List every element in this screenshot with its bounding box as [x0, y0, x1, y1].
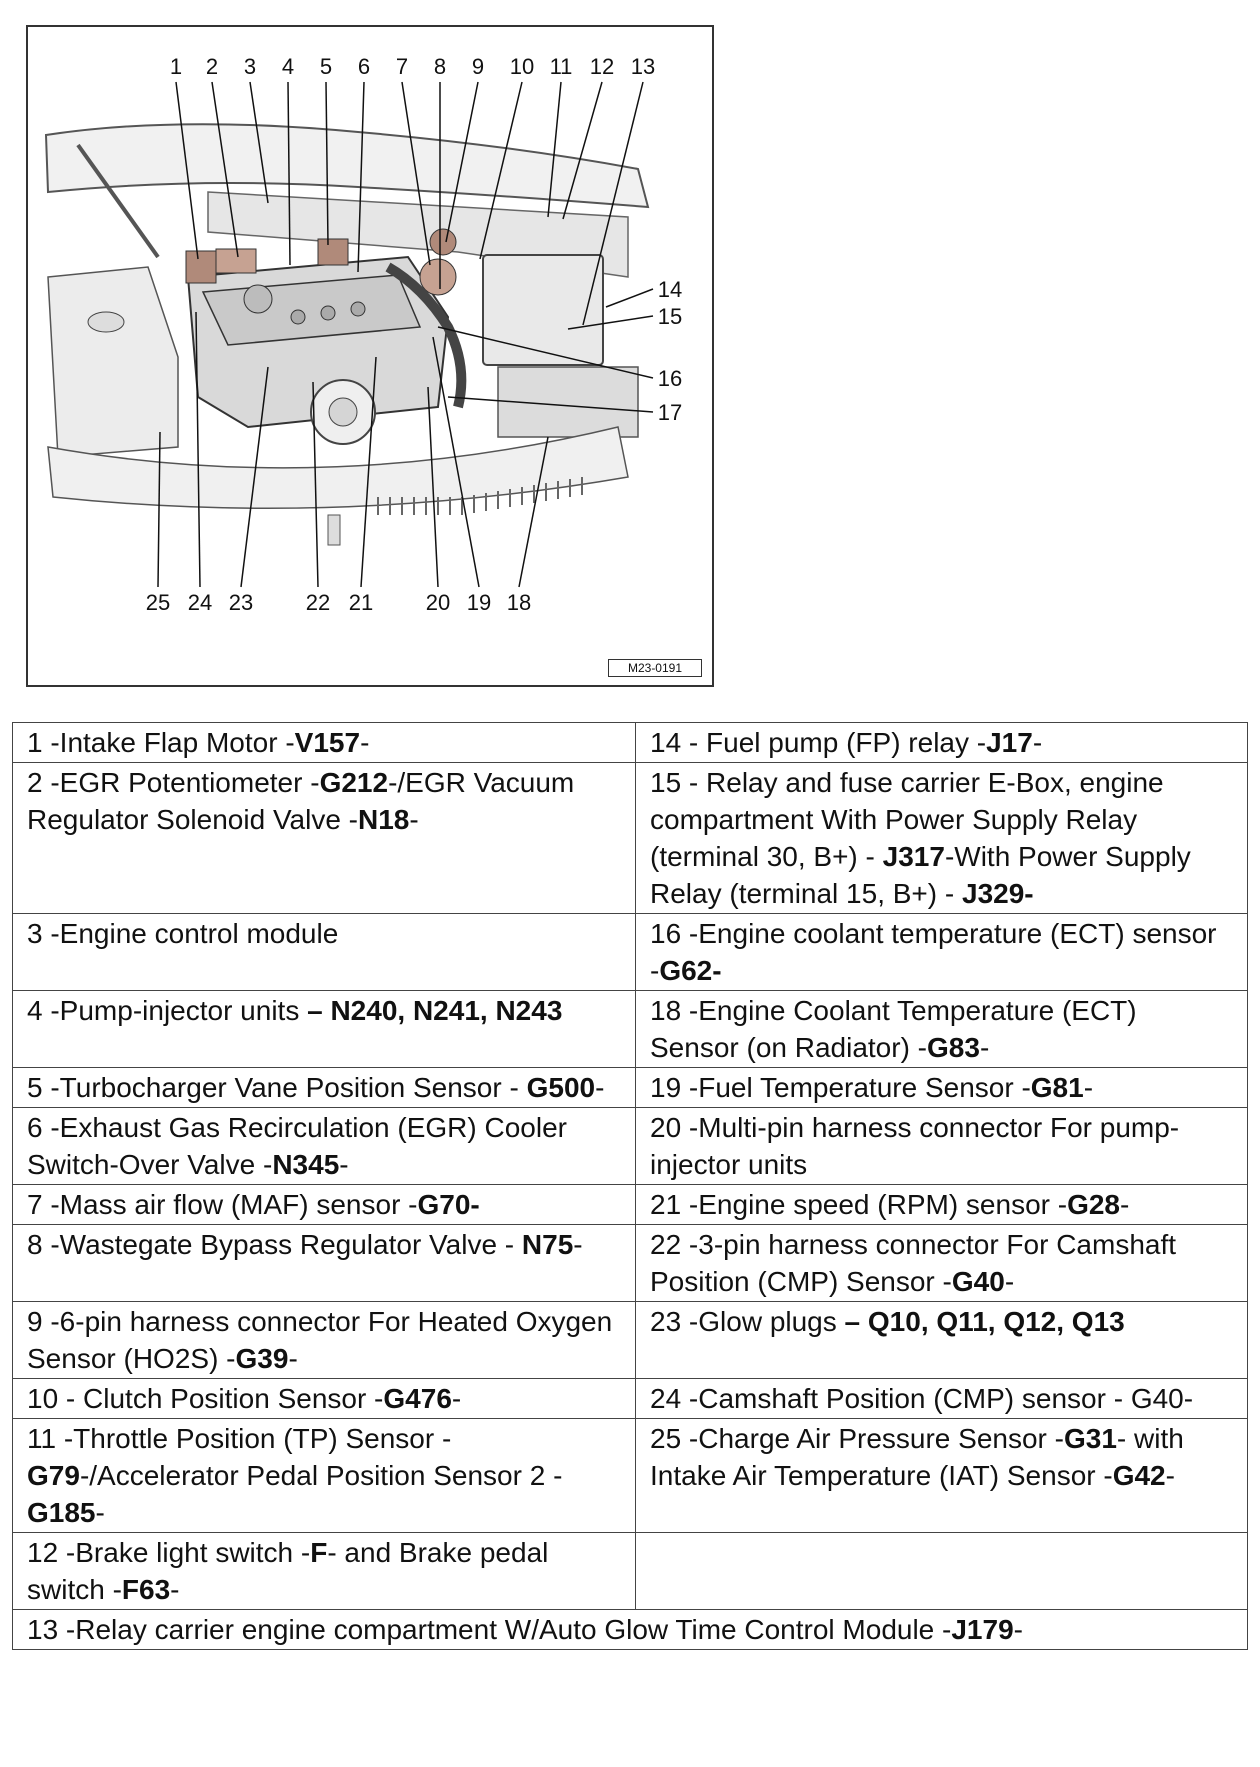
legend-cell-left [13, 723, 636, 763]
legend-cell-left [13, 1533, 636, 1610]
legend-cell-left [13, 1068, 636, 1108]
component-description: 7 -Mass air flow (MAF) sensor - [27, 1189, 418, 1220]
component-description: 13 -Relay carrier engine compartment W/Auto Glow Time Control Module - [27, 1614, 952, 1645]
engine-illustration [28, 27, 712, 685]
component-description: 18 -Engine Coolant Temperature (ECT) Sensor (on Radiator) - [650, 995, 1137, 1063]
component-code: G31 [1063, 1423, 1117, 1454]
component-description: - [409, 804, 419, 835]
component-description: - [1004, 1266, 1015, 1297]
intake-flap-motor [186, 251, 216, 283]
component-description: 25 -Charge Air Pressure Sensor - [650, 1423, 1064, 1454]
component-code: N18 [358, 804, 410, 835]
component-code: G476 [383, 1383, 452, 1414]
component-description: - with Intake Air Temperature (IAT) Sensor - [650, 1423, 1184, 1491]
engine-compartment-diagram [26, 25, 714, 687]
wastegate-valve [430, 229, 456, 255]
callout-25: 25 [145, 590, 171, 615]
component-code: F [310, 1537, 328, 1568]
component-description: 16 -Engine coolant temperature (ECT) sensor - [650, 918, 1217, 986]
component-description: - [1120, 1189, 1130, 1220]
legend-row [13, 1379, 1248, 1419]
legend-row [13, 991, 1248, 1068]
component-description: 4 -Pump-injector units [27, 995, 308, 1026]
component-description: 23 -Glow plugs [650, 1306, 845, 1337]
hood-outline [46, 124, 648, 207]
component-description: 15 - Relay and fuse carrier E-Box, engine compartment With Power Supply Relay (terminal 30, B+) - [650, 767, 1164, 872]
legend-row-last [13, 1610, 1248, 1650]
leader-line-14 [606, 289, 653, 307]
component-description: - [339, 1149, 349, 1180]
component-description: - [288, 1343, 298, 1374]
component-code: G70- [417, 1189, 480, 1220]
legend-table [12, 722, 1248, 1650]
legend-cell-right [636, 1185, 1248, 1225]
battery-box [483, 255, 603, 365]
component-description: - [1083, 1072, 1094, 1103]
component-code: G42 [1112, 1460, 1166, 1491]
component-description: 5 -Turbocharger Vane Position Sensor - [27, 1072, 527, 1103]
component-description: 2 -EGR Potentiometer - [27, 767, 320, 798]
component-code: J179 [951, 1614, 1014, 1645]
component-code: G79 [27, 1460, 80, 1491]
legend-row [13, 1185, 1248, 1225]
component-code: – Q10, Q11, Q12, Q13 [844, 1306, 1125, 1337]
legend-cell-left [13, 1302, 636, 1379]
component-code: G81 [1030, 1072, 1084, 1103]
component-description: 24 -Camshaft Position (CMP) sensor - G40- [650, 1383, 1194, 1414]
legend-cell-left [13, 1108, 636, 1185]
callout-17: 17 [657, 400, 683, 425]
component-description: 12 -Brake light switch - [27, 1537, 311, 1568]
component-description: 11 -Throttle Position (TP) Sensor - [27, 1423, 452, 1454]
callout-3: 3 [243, 54, 257, 79]
component-description: 6 -Exhaust Gas Recirculation (EGR) Cooler Switch-Over Valve - [27, 1112, 567, 1180]
legend-row [13, 1225, 1248, 1302]
component-code: G185 [27, 1497, 96, 1528]
component-description: 10 - Clutch Position Sensor - [27, 1383, 384, 1414]
legend-cell-right [636, 763, 1248, 914]
component-description: -With Power Supply Relay (terminal 15, B+) - [650, 841, 1191, 909]
legend-row [13, 1533, 1248, 1610]
component-description: 14 - Fuel pump (FP) relay - [650, 727, 987, 758]
legend-row [13, 1108, 1248, 1185]
legend-cell-right [636, 1225, 1248, 1302]
callout-18: 18 [506, 590, 532, 615]
callout-16: 16 [657, 366, 683, 391]
callout-24: 24 [187, 590, 213, 615]
legend-cell-left [13, 914, 636, 991]
callout-22: 22 [305, 590, 331, 615]
legend-cell-right [636, 914, 1248, 991]
legend-row [13, 1419, 1248, 1533]
callout-7: 7 [395, 54, 409, 79]
legend-row [13, 1302, 1248, 1379]
component-description: - [595, 1072, 605, 1103]
component-code: V157 [294, 727, 361, 758]
legend-cell-right [636, 723, 1248, 763]
callout-14: 14 [657, 277, 683, 302]
callout-21: 21 [348, 590, 374, 615]
legend-cell-right [636, 1068, 1248, 1108]
legend-cell-right [636, 1302, 1248, 1379]
legend-cell-left [13, 763, 636, 914]
legend-cell-left [13, 1185, 636, 1225]
callout-8: 8 [433, 54, 447, 79]
component-description: 9 -6-pin harness connector For Heated Oxygen Sensor (HO2S) - [27, 1306, 613, 1374]
legend-cell-left [13, 991, 636, 1068]
component-code: G83 [927, 1032, 980, 1063]
component-description: 22 -3-pin harness connector For Camshaft Position (CMP) Sensor - [650, 1229, 1177, 1297]
callout-4: 4 [281, 54, 295, 79]
component-description: - [1013, 1614, 1023, 1645]
component-code: G500 [526, 1072, 596, 1103]
component-code: N345 [272, 1149, 340, 1180]
component-description: 21 -Engine speed (RPM) sensor - [650, 1189, 1068, 1220]
callout-23: 23 [228, 590, 254, 615]
callout-20: 20 [425, 590, 451, 615]
callout-12: 12 [589, 54, 615, 79]
legend-cell-right [636, 1533, 1248, 1610]
callout-13: 13 [630, 54, 656, 79]
legend-cell-left [13, 1225, 636, 1302]
legend-cell-left [13, 1379, 636, 1419]
component-description: 19 -Fuel Temperature Sensor - [650, 1072, 1031, 1103]
legend-cell-right [636, 1379, 1248, 1419]
callout-10: 10 [509, 54, 535, 79]
legend-row [13, 763, 1248, 914]
callout-11: 11 [549, 54, 573, 79]
component-code: J317 [882, 841, 945, 872]
component-code: J17 [986, 727, 1033, 758]
callout-9: 9 [471, 54, 485, 79]
component-description: - [1165, 1460, 1175, 1491]
leader-line-25 [158, 432, 160, 587]
component-description: - [979, 1032, 990, 1063]
callout-1: 1 [169, 54, 183, 79]
washer-cap [88, 312, 124, 332]
component-description: - [573, 1229, 583, 1260]
legend-cell-right [636, 1108, 1248, 1185]
component-description: -/EGR Vacuum Regulator Solenoid Valve - [27, 767, 575, 835]
callout-2: 2 [205, 54, 219, 79]
component-code: G212 [319, 767, 389, 798]
legend-cell-right [636, 1419, 1248, 1533]
legend-cell-left [13, 1419, 636, 1533]
component-description: - [451, 1383, 462, 1414]
component-code: G40 [951, 1266, 1005, 1297]
component-code: – N240, N241, N243 [307, 995, 563, 1026]
component-code: G39 [235, 1343, 289, 1374]
component-code: F63 [121, 1574, 171, 1605]
component-code: G62- [659, 955, 722, 986]
component-description: - [170, 1574, 180, 1605]
component-description: 20 -Multi-pin harness connector For pump-injector units [650, 1112, 1180, 1180]
component-code: N75 [521, 1229, 574, 1260]
egr-valve [216, 249, 256, 273]
component-description: 3 -Engine control module [27, 918, 339, 949]
legend-row [13, 914, 1248, 991]
component-description: -/Accelerator Pedal Position Sensor 2 - [79, 1460, 563, 1491]
legend-row [13, 1068, 1248, 1108]
legend-row [13, 723, 1248, 763]
component-description: - and Brake pedal switch - [27, 1537, 549, 1605]
callout-5: 5 [319, 54, 333, 79]
component-description: - [360, 727, 370, 758]
maf-sensor [420, 259, 456, 295]
component-description: - [1032, 727, 1043, 758]
figure-reference-code: M23-0191 [608, 659, 702, 677]
component-description: 1 -Intake Flap Motor - [27, 727, 295, 758]
callout-19: 19 [466, 590, 492, 615]
component-code: G28 [1067, 1189, 1121, 1220]
callout-15: 15 [657, 304, 683, 329]
component-code: J329- [962, 878, 1034, 909]
component-description: 8 -Wastegate Bypass Regulator Valve - [27, 1229, 522, 1260]
callout-6: 6 [357, 54, 371, 79]
oil-cap [244, 285, 272, 313]
legend-cell-right [636, 991, 1248, 1068]
legend-cell-full [13, 1610, 1248, 1650]
air-filter [48, 267, 178, 457]
turbo-sensor [318, 239, 348, 265]
component-description: - [95, 1497, 105, 1528]
